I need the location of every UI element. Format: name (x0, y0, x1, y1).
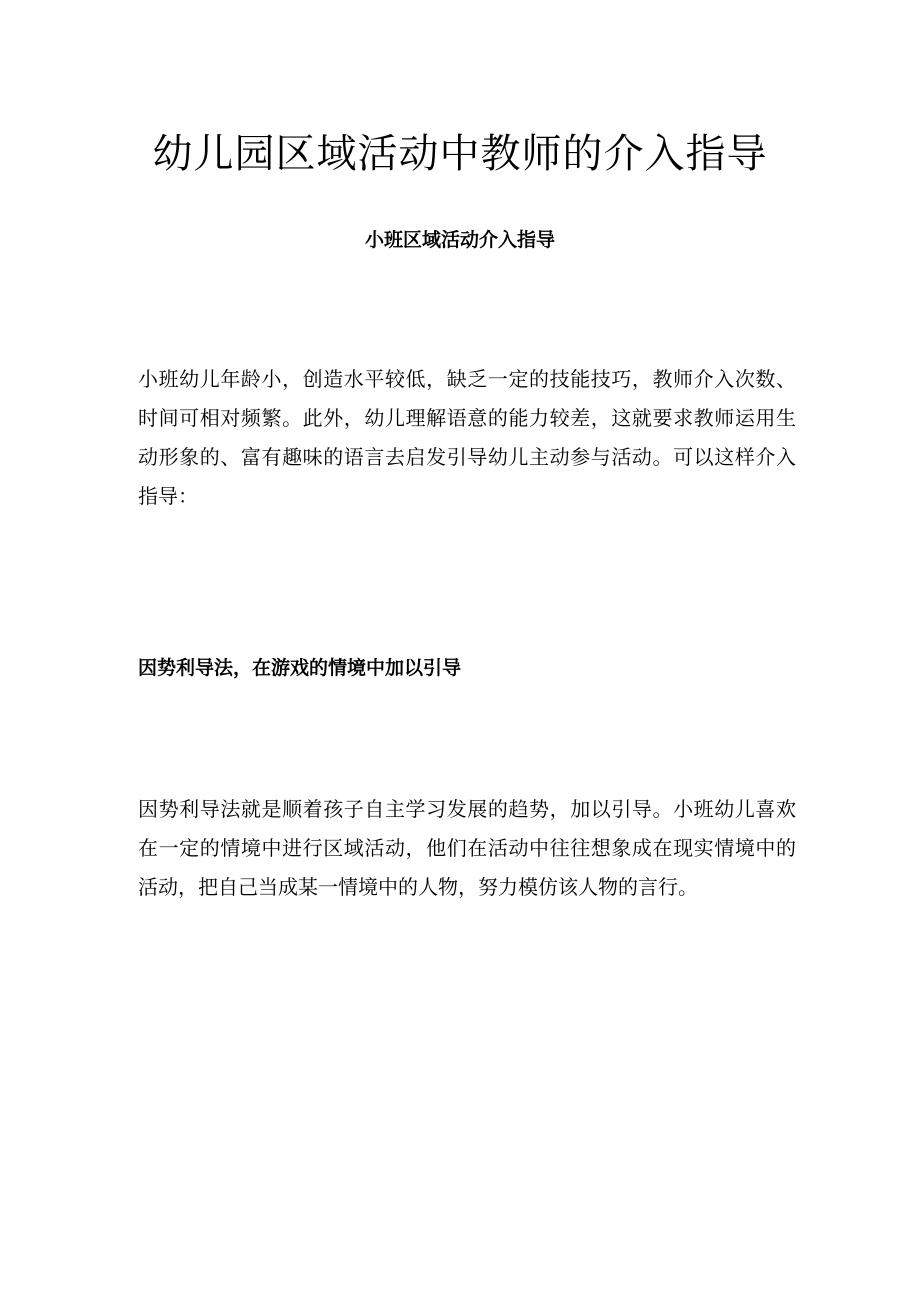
section-heading: 因势利导法，在游戏的情境中加以引导 (138, 657, 462, 679)
document-subtitle: 小班区域活动介入指导 (364, 229, 555, 251)
document-title: 幼儿园区域活动中教师的介入指导 (152, 131, 768, 177)
section-paragraph: 因势利导法就是顺着孩子自主学习发展的趋势，加以引导。小班幼儿喜欢在一定的情境中进行区域活动，他们在活动中往往想象成在现实情境中的活动，把自己当成某一情境中的人物，努力模仿该人物的言行。 (138, 797, 796, 899)
intro-paragraph: 小班幼儿年龄小，创造水平较低，缺乏一定的技能技巧，教师介入次数、时间可相对频繁。此外，幼儿理解语意的能力较差，这就要求教师运用生动形象的、富有趣味的语言去启发引导幼儿主动参与活动。可以这样介入指导： (138, 367, 796, 508)
